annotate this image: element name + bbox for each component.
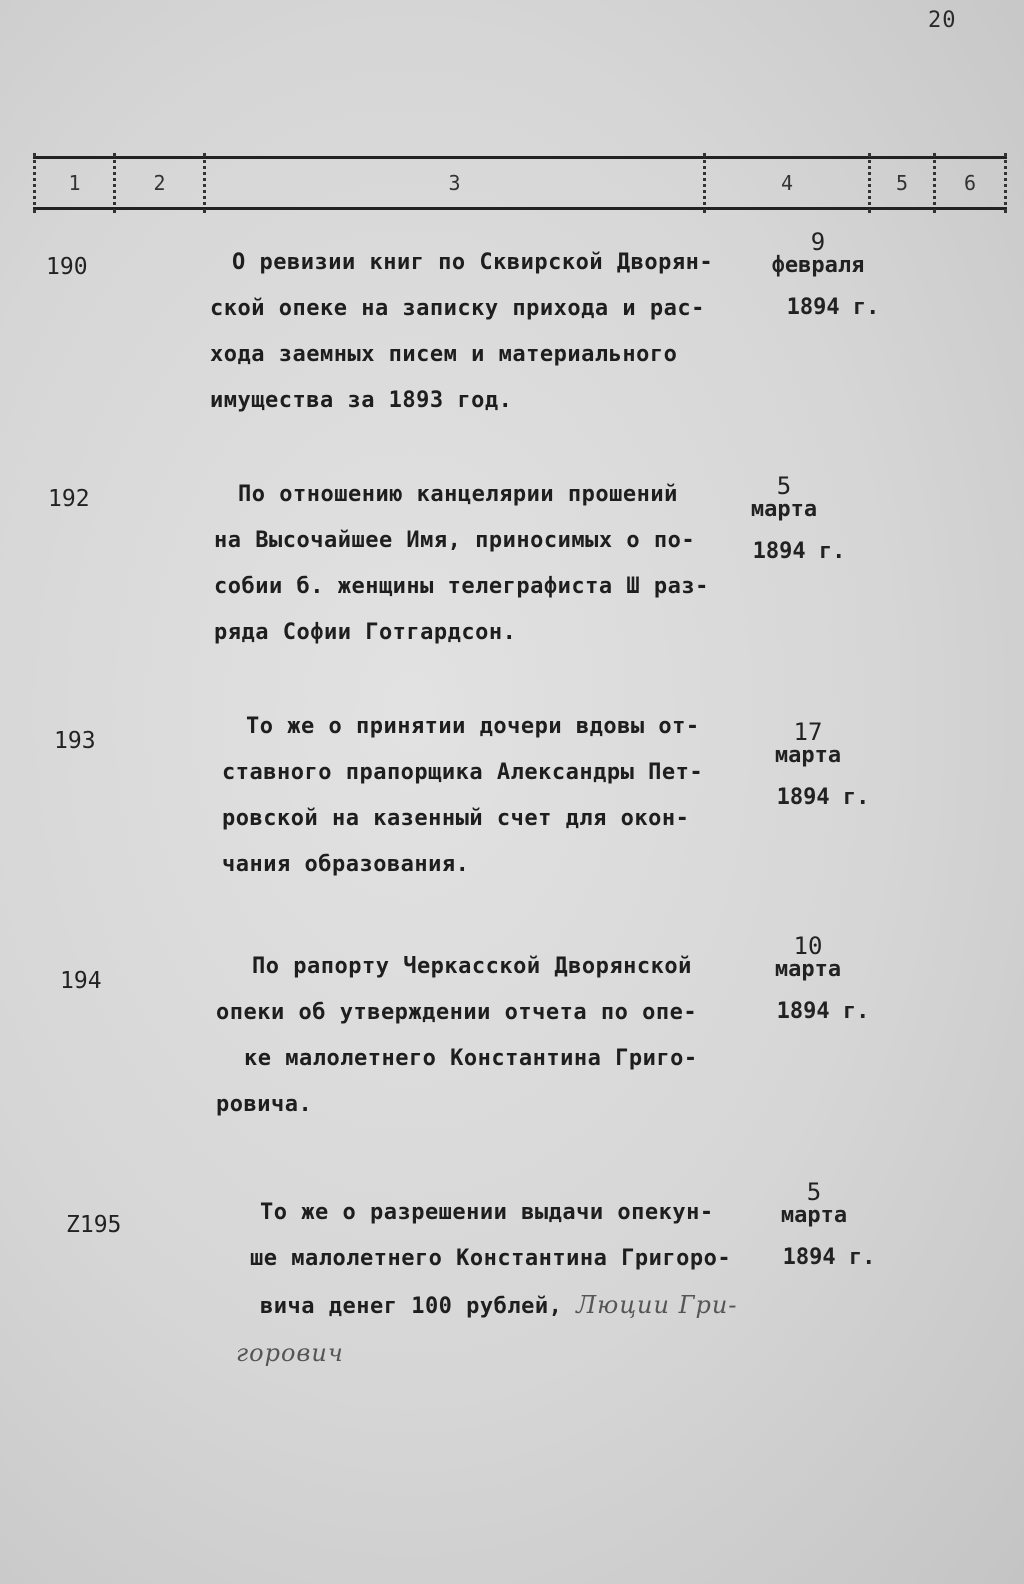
handwritten-note: Люции Гри- [576, 1291, 738, 1319]
handwritten-note: горович [236, 1339, 344, 1367]
column-header-6: 6 [933, 153, 1007, 213]
date-year: 1894 г. [776, 785, 870, 810]
entry-line: ровской на казенный счет для окон- [222, 806, 690, 831]
date-year: 1894 г. [786, 295, 880, 320]
date-month: февраля [771, 253, 865, 278]
entry-number: 193 [54, 728, 96, 754]
entry-line: ке малолетнего Константина Григо- [244, 1046, 698, 1071]
date-month: марта [750, 497, 818, 522]
entry-line: ставного прапорщика Александры Пет- [222, 760, 704, 785]
entry-date [744, 1180, 884, 1270]
entry-date [738, 934, 878, 1024]
entry-description [210, 240, 750, 424]
entry-line: на Высочайшее Имя, приносимых о по- [214, 528, 696, 553]
column-header-1: 1 [33, 153, 113, 213]
date-year: 1894 г. [782, 1245, 876, 1270]
column-header-2: 2 [113, 153, 203, 213]
date-day: 5 [806, 1178, 822, 1206]
date-day: 9 [810, 228, 826, 256]
entry-line: чания образования. [222, 852, 470, 877]
entry-number: Z195 [66, 1212, 122, 1238]
entry-number: 190 [46, 254, 88, 280]
date-day: 17 [793, 718, 823, 746]
entry-line: собии б. женщины телеграфиста Ш раз- [214, 574, 709, 599]
date-day: 5 [776, 472, 792, 500]
entry-line-typed: вича денег 100 рублей, [260, 1294, 563, 1319]
entry-line: хода заемных писем и материального [210, 342, 678, 367]
entry-line: опеки об утверждении отчета по опе- [216, 1000, 698, 1025]
entry-description [222, 704, 762, 888]
entry-line: То же о разрешении выдачи опекун- [260, 1200, 714, 1225]
column-header-4: 4 [703, 153, 868, 213]
entry-date [738, 720, 878, 810]
entry-line: ской опеке на записку прихода и рас- [210, 296, 705, 321]
date-month: марта [774, 743, 842, 768]
date-day: 10 [793, 932, 823, 960]
date-month: марта [780, 1203, 848, 1228]
entry-line: По рапорту Черкасской Дворянской [252, 954, 692, 979]
entry-description [216, 944, 756, 1128]
column-header-table [33, 156, 1007, 210]
entry-line: То же о принятии дочери вдовы от- [246, 714, 700, 739]
entry-line: ровича. [216, 1092, 313, 1117]
entry-line: ряда Софии Готгардсон. [214, 620, 517, 645]
entry-number: 194 [60, 968, 102, 994]
entry-line: имущества за 1893 год. [210, 388, 513, 413]
entry-date [714, 474, 854, 564]
entry-description [226, 1190, 766, 1376]
entry-line [226, 1282, 766, 1330]
page-number: 20 [928, 8, 957, 33]
entry-line: По отношению канцелярии прошений [238, 482, 678, 507]
entry-number: 192 [48, 486, 90, 512]
date-year: 1894 г. [776, 999, 870, 1024]
column-header-3: 3 [203, 153, 703, 213]
date-month: марта [774, 957, 842, 982]
entry-line: ше малолетнего Константина Григоро- [250, 1246, 732, 1271]
entry-date [748, 230, 888, 320]
date-year: 1894 г. [752, 539, 846, 564]
entry-line: О ревизии книг по Сквирской Дворян- [232, 250, 714, 275]
entry-description [214, 472, 754, 656]
column-header-5: 5 [868, 153, 933, 213]
